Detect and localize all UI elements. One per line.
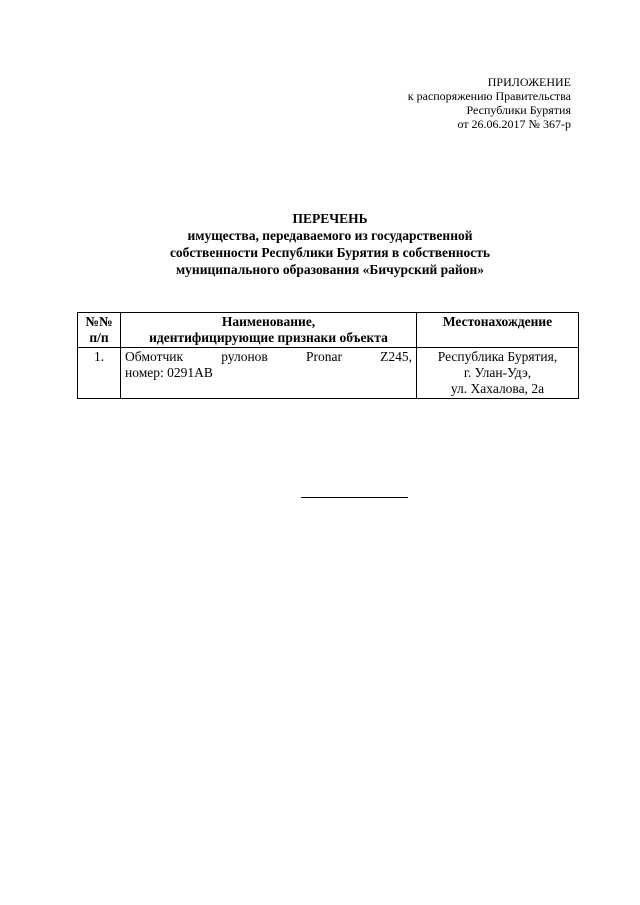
header-number: №№ п/п	[78, 313, 121, 348]
title-line-1: имущества, передаваемого из государственной	[187, 228, 473, 243]
closing-divider	[301, 497, 408, 498]
appendix-reference: к распоряжению Правительства	[407, 89, 571, 103]
row-location-line-3: ул. Хахалова, 2а	[450, 381, 545, 396]
appendix-title: ПРИЛОЖЕНИЕ	[487, 75, 571, 89]
appendix-header	[408, 75, 571, 131]
row-location-line-2: г. Улан-Удэ,	[463, 365, 532, 380]
title-heading: ПЕРЕЧЕНЬ	[292, 211, 368, 226]
table-row	[78, 348, 579, 399]
title-line-3: муниципального образования «Бичурский район»	[175, 262, 484, 277]
row-name	[121, 348, 417, 399]
title-line-2: собственности Республики Бурятия в собственность	[169, 245, 491, 260]
row-number: 1.	[78, 348, 121, 399]
row-name-line-2: номер: 0291АВ	[125, 365, 213, 380]
property-table	[77, 312, 579, 399]
header-location: Местонахождение	[417, 313, 579, 348]
table-header-row	[78, 313, 579, 348]
appendix-date-number: от 26.06.2017 № 367-р	[457, 117, 571, 131]
row-location-line-1: Республика Бурятия,	[437, 349, 558, 364]
document-title	[0, 210, 640, 278]
appendix-authority: Республики Бурятия	[466, 103, 571, 117]
row-name-line-1: Обмотчик рулонов Pronar Z245,	[125, 349, 412, 364]
row-location	[417, 348, 579, 399]
header-name: Наименование, идентифицирующие признаки объекта	[121, 313, 417, 348]
